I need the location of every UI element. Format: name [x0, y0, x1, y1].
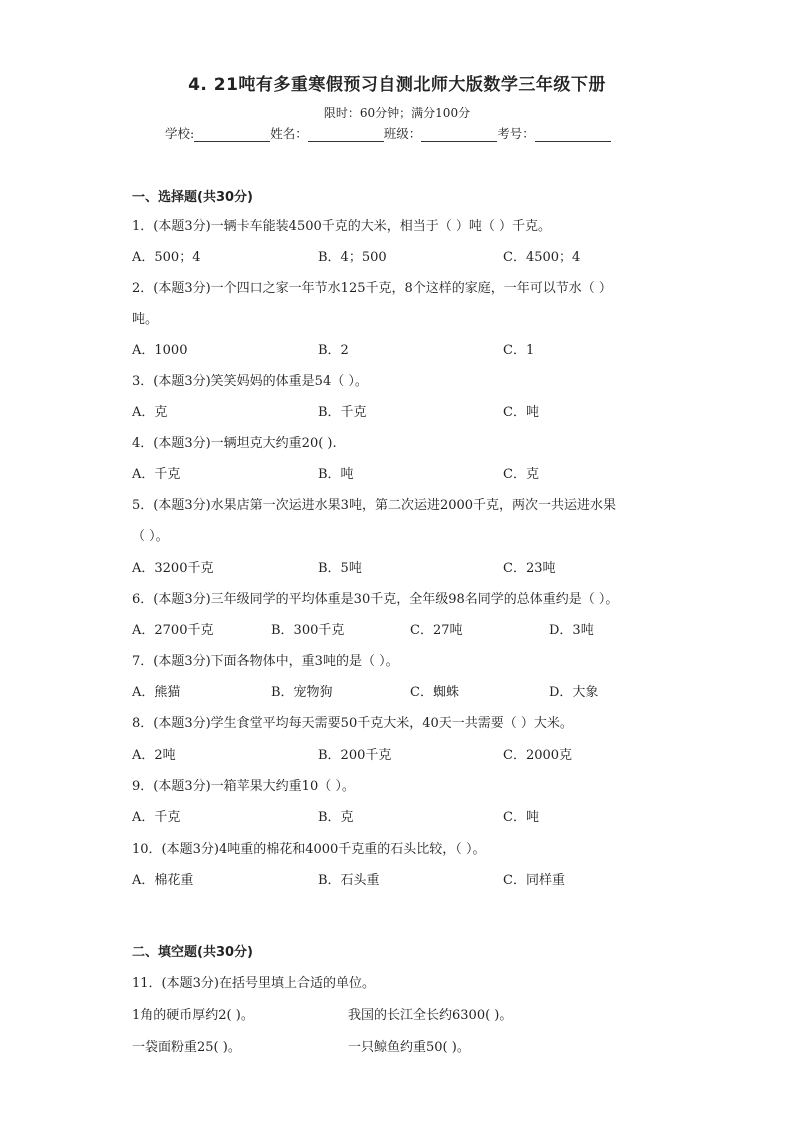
q8-option-a[interactable]: A．2吨 [132, 748, 176, 763]
q11-item-1: 1角的硬币厚约2( )。 [132, 1008, 254, 1023]
page-title: 4. 21吨有多重寒假预习自测北师大版数学三年级下册 [188, 75, 606, 95]
q5-option-c[interactable]: C．23吨 [503, 561, 556, 576]
q2-option-c[interactable]: C．1 [503, 343, 535, 358]
exam-no-label: 考号： [497, 126, 535, 141]
q7-option-c[interactable]: C．蜘蛛 [410, 685, 459, 700]
name-blank[interactable] [308, 127, 384, 142]
question-6: 6．(本题3分)三年级同学的平均体重是30千克，全年级98名同学的总体重约是（ ）。 [132, 592, 619, 607]
question-10: 10．(本题3分)4吨重的棉花和4000千克重的石头比较，（ ）。 [132, 842, 486, 857]
q2-option-b[interactable]: B．2 [318, 343, 349, 358]
q9-option-c[interactable]: C．吨 [503, 810, 539, 825]
q3-option-b[interactable]: B．千克 [318, 405, 367, 420]
student-info-line [165, 124, 611, 142]
exam-no-blank[interactable] [535, 127, 611, 142]
q1-option-c[interactable]: C．4500；4 [503, 250, 581, 265]
q6-option-a[interactable]: A．2700千克 [132, 623, 214, 638]
question-3: 3．(本题3分)笑笑妈妈的体重是54（ ）。 [132, 374, 368, 389]
q9-option-a[interactable]: A．千克 [132, 810, 181, 825]
q8-option-b[interactable]: B．200千克 [318, 748, 392, 763]
q10-option-b[interactable]: B．石头重 [318, 873, 380, 888]
q1-option-b[interactable]: B．4；500 [318, 250, 387, 265]
question-8: 8．(本题3分)学生食堂平均每天需要50千克大米，40天一共需要（ ）大米。 [132, 716, 573, 731]
q11-item-2: 我国的长江全长约6300( )。 [348, 1008, 513, 1023]
question-5-cont: （ ）。 [132, 529, 169, 544]
q6-option-b[interactable]: B．300千克 [271, 623, 345, 638]
q3-option-a[interactable]: A．克 [132, 405, 168, 420]
question-9: 9．(本题3分)一箱苹果大约重10（ ）。 [132, 779, 355, 794]
school-label: 学校: [165, 126, 195, 141]
question-5: 5．(本题3分)水果店第一次运进水果3吨，第二次运进2000千克，两次一共运进水果 [132, 498, 617, 513]
q8-option-c[interactable]: C．2000克 [503, 748, 573, 763]
q6-option-d[interactable]: D．3吨 [549, 623, 594, 638]
time-limit: 限时：60分钟；满分100分 [323, 106, 471, 120]
q10-option-c[interactable]: C．同样重 [503, 873, 565, 888]
question-4: 4．(本题3分)一辆坦克大约重20( ). [132, 436, 337, 451]
question-7: 7．(本题3分)下面各物体中，重3吨的是（ ）。 [132, 654, 399, 669]
q7-option-d[interactable]: D．大象 [549, 685, 599, 700]
q4-option-a[interactable]: A．千克 [132, 467, 181, 482]
q7-option-a[interactable]: A．熊猫 [132, 685, 181, 700]
q4-option-c[interactable]: C．克 [503, 467, 539, 482]
question-2-cont: 吨。 [132, 312, 159, 327]
q2-option-a[interactable]: A．1000 [132, 343, 188, 358]
q10-option-a[interactable]: A．棉花重 [132, 873, 194, 888]
q11-item-4: 一只鲸鱼约重50( )。 [348, 1040, 470, 1055]
school-blank[interactable] [194, 127, 270, 142]
section-fill-heading: 二、填空题(共30分) [132, 945, 253, 960]
q1-option-a[interactable]: A．500；4 [132, 250, 201, 265]
q3-option-c[interactable]: C．吨 [503, 405, 539, 420]
q5-option-b[interactable]: B．5吨 [318, 561, 362, 576]
q4-option-b[interactable]: B．吨 [318, 467, 354, 482]
question-2: 2．(本题3分)一个四口之家一年节水125千克，8个这样的家庭，一年可以节水（ ） [132, 281, 612, 296]
question-1: 1．(本题3分)一辆卡车能装4500千克的大米，相当于（ ）吨（ ）千克。 [132, 219, 552, 234]
q6-option-c[interactable]: C．27吨 [410, 623, 463, 638]
q9-option-b[interactable]: B．克 [318, 810, 354, 825]
q7-option-b[interactable]: B．宠物狗 [271, 685, 333, 700]
q5-option-a[interactable]: A．3200千克 [132, 561, 214, 576]
name-label: 姓名： [270, 126, 308, 141]
q11-item-3: 一袋面粉重25( )。 [132, 1040, 241, 1055]
class-label: 班级： [383, 126, 422, 141]
class-blank[interactable] [421, 127, 497, 142]
section-choice-heading: 一、选择题(共30分) [132, 190, 253, 205]
question-11: 11．(本题3分)在括号里填上合适的单位。 [132, 976, 375, 991]
